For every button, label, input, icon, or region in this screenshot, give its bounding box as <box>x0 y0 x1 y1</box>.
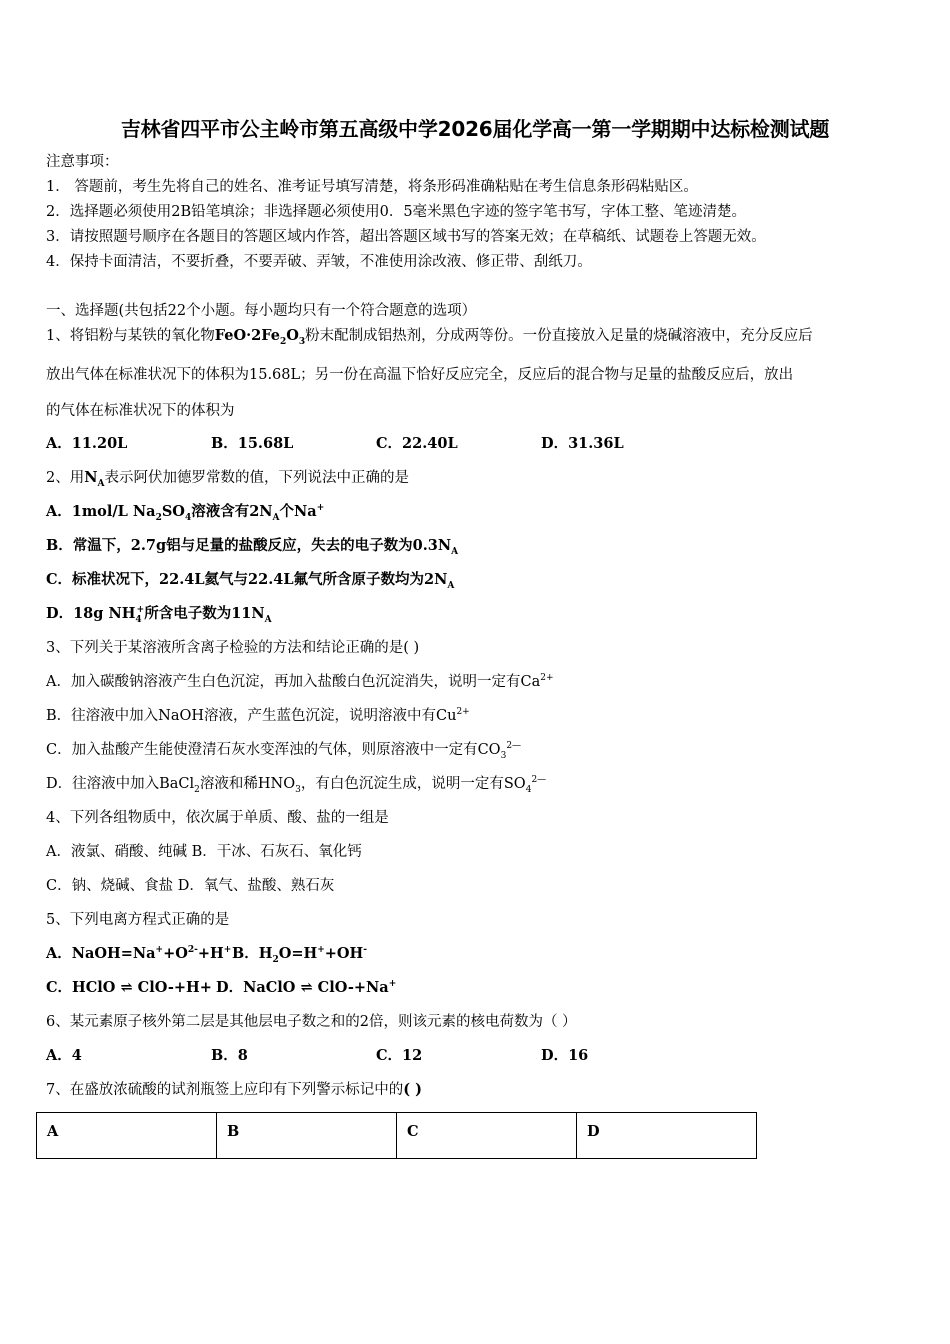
q6-option-a[interactable]: A．4 <box>46 1047 82 1064</box>
q5-option-d[interactable]: D．NaClO ⇌ ClO-+Na+ <box>216 979 397 996</box>
q2-option-c[interactable]: C．标准状况下，22.4L氦气与22.4L氟气所含原子数均为$2N_A$ <box>46 571 455 591</box>
q2-option-d[interactable]: D．18g $NH_4^+$所含电子数为$11N_A$ <box>46 605 272 625</box>
q1-option-d[interactable]: D．31.36L <box>541 435 624 452</box>
q2-stem: 2、用$N_A$表示阿伏加德罗常数的值，下列说法中正确的是 <box>46 469 409 489</box>
q6-option-c[interactable]: C．12 <box>376 1047 423 1064</box>
q1-stem-line-2: 放出气体在标准状况下的体积为15.68L；另一份在高温下恰好反应完全，反应后的混合物与足量的盐酸反应后，放出 <box>46 367 794 383</box>
q4-options-ab[interactable]: A．液氯、硝酸、纯碱 B．干冰、石灰石、氧化钙 <box>46 844 362 860</box>
notice-item-4: 4．保持卡面清洁，不要折叠，不要弄破、弄皱，不准使用涂改液、修正带、刮纸刀。 <box>46 254 592 270</box>
q7-cell-c[interactable]: C <box>397 1113 577 1159</box>
notice-heading: 注意事项： <box>46 154 119 170</box>
q1-stem-line-3: 的气体在标准状况下的体积为 <box>46 403 235 419</box>
q6-stem: 6、某元素原子核外第二层是其他层电子数之和的2倍，则该元素的核电荷数为（ ） <box>46 1014 577 1030</box>
page-title: 吉林省四平市公主岭市第五高级中学2026届化学高一第一学期期中达标检测试题 <box>120 117 830 141</box>
q4-stem: 4、下列各组物质中，依次属于单质、酸、盐的一组是 <box>46 810 389 826</box>
q7-cell-d[interactable]: D <box>577 1113 757 1159</box>
q7-stem: 7、在盛放浓硫酸的试剂瓶签上应印有下列警示标记中的( ) <box>46 1081 423 1098</box>
q1-option-c[interactable]: C．22.40L <box>376 435 458 452</box>
q5-option-b[interactable]: B．$H_2O=H^++OH^-$ <box>232 945 367 965</box>
q3-option-c[interactable]: C．加入盐酸产生能使澄清石灰水变浑浊的气体，则原溶液中一定有$CO_3^{2—}$ <box>46 741 522 761</box>
q4-options-cd[interactable]: C．钠、烧碱、食盐 D．氧气、盐酸、熟石灰 <box>46 878 335 894</box>
q1-formula: $FeO\cdot 2Fe_2O_3$ <box>214 327 306 347</box>
q1-stem-line-1: 1、将铝粉与某铁的氧化物$FeO\cdot 2Fe_2O_3$粉末配制成铝热剂，分成两等份。一份直接放入足量的烧碱溶液中，充分反应后 <box>46 327 813 347</box>
notice-item-3: 3．请按照题号顺序在各题目的答题区域内作答，超出答题区域书写的答案无效；在草稿纸、试题卷上答题无效。 <box>46 229 766 245</box>
q6-option-d[interactable]: D．16 <box>541 1047 589 1064</box>
q3-option-d[interactable]: D．往溶液中加入BaCl$_2$溶液和稀$HNO_3$，有白色沉淀生成，说明一定有$SO_4^{2—}$ <box>46 775 547 795</box>
q1-option-b[interactable]: B．15.68L <box>211 435 294 452</box>
q7-cell-b[interactable]: B <box>217 1113 397 1159</box>
q3-option-a[interactable]: A．加入碳酸钠溶液产生白色沉淀，再加入盐酸白色沉淀消失，说明一定有$Ca^{2+}$ <box>46 673 554 690</box>
notice-item-2: 2．选择题必须使用2B铅笔填涂；非选择题必须使用0．5毫米黑色字迹的签字笔书写，字体工整、笔迹清楚。 <box>46 204 747 220</box>
q3-option-b[interactable]: B．往溶液中加入NaOH溶液，产生蓝色沉淀，说明溶液中有$Cu^{2+}$ <box>46 707 470 724</box>
q6-option-b[interactable]: B．8 <box>211 1047 248 1064</box>
section-heading: 一、选择题(共包括22个小题。每小题均只有一个符合题意的选项） <box>46 303 477 319</box>
notice-item-1: 1． 答题前，考生先将自己的姓名、准考证号填写清楚，将条形码准确粘贴在考生信息条形码粘贴区。 <box>46 179 698 195</box>
q5-option-a[interactable]: A．$NaOH=Na^++O^{2-}+H^+$ <box>46 945 232 962</box>
q7-cell-a[interactable]: A <box>37 1113 217 1159</box>
q2-option-b[interactable]: B．常温下，2.7g铝与足量的盐酸反应，失去的电子数为$0.3N_A$ <box>46 537 459 557</box>
q5-option-c[interactable]: C．HClO ⇌ ClO-+H+ <box>46 979 212 996</box>
q1-option-a[interactable]: A．11.20L <box>46 435 128 452</box>
q3-stem: 3、下列关于某溶液所含离子检验的方法和结论正确的是( ) <box>46 640 420 656</box>
q7-options-table <box>36 1112 757 1159</box>
q5-stem: 5、下列电离方程式正确的是 <box>46 912 230 928</box>
q2-option-a[interactable]: A．1mol/L $Na_2SO_4$溶液含有$2N_A$个Na+ <box>46 503 325 523</box>
